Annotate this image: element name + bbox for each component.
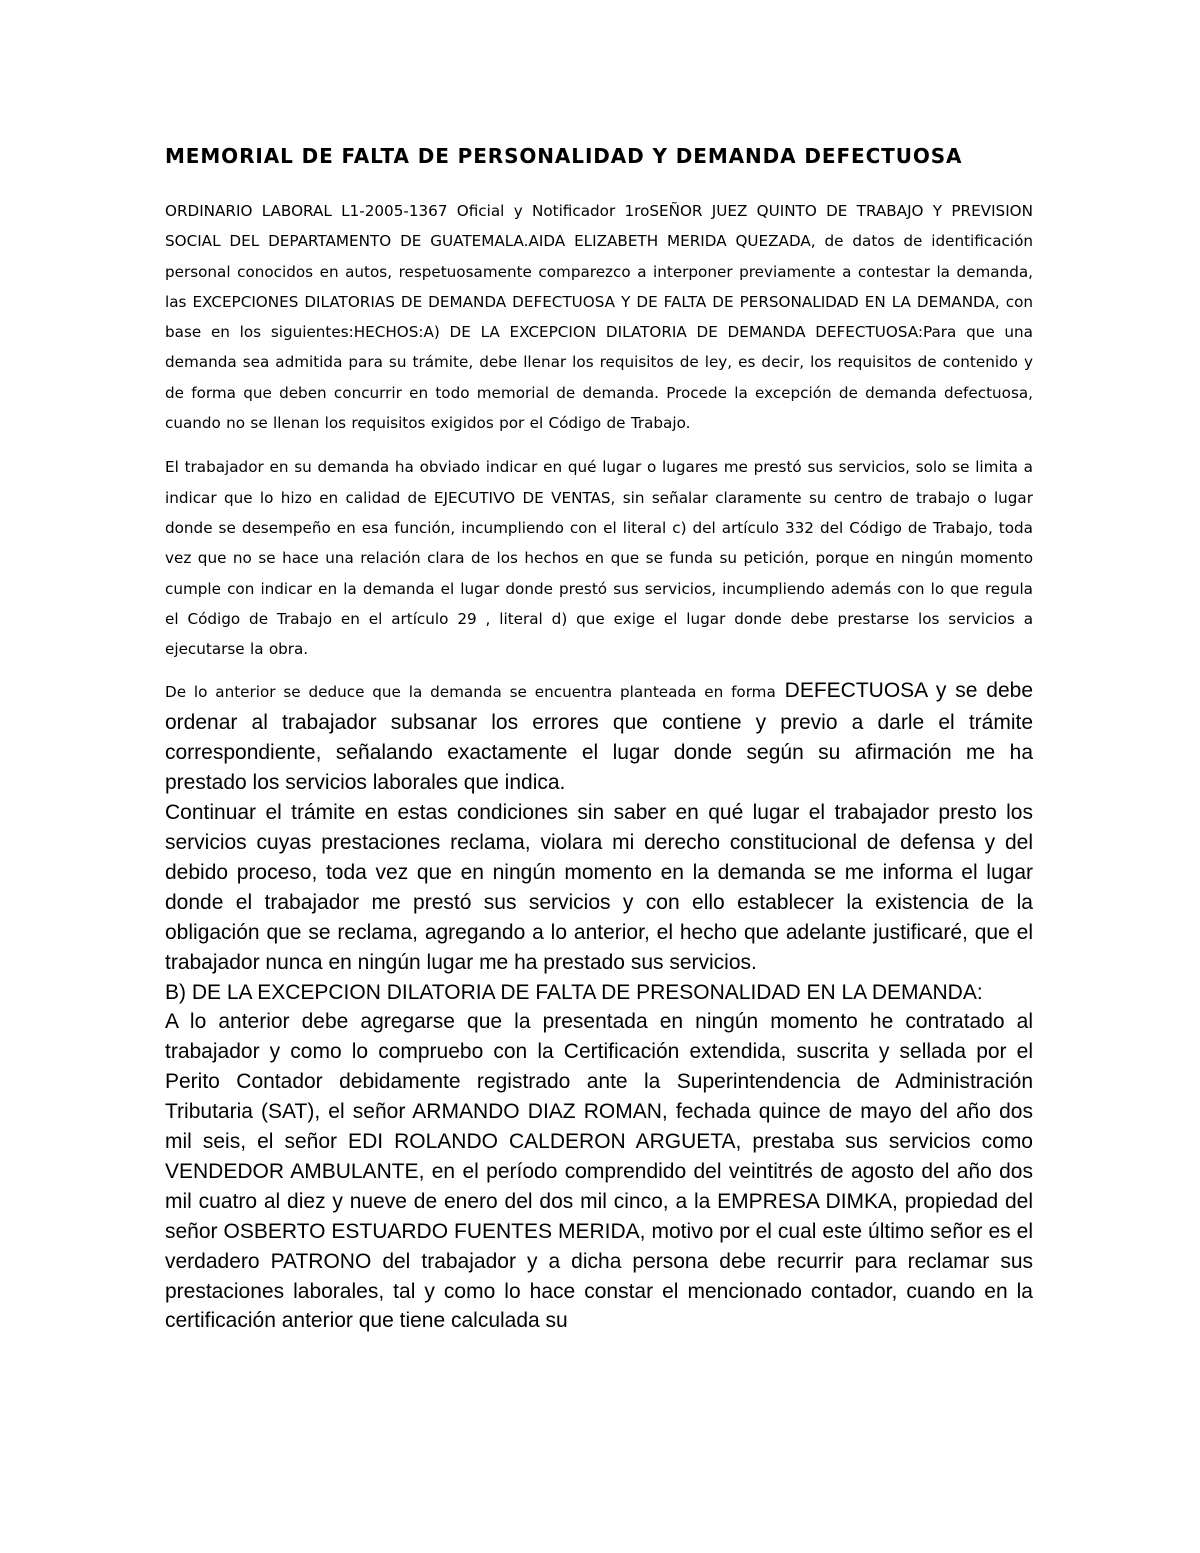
paragraph-continuation: Continuar el trámite en estas condiciones sin saber en qué lugar el trabajador presto los servicios cuyas prestaciones reclama, violara mi derecho constitucional de defensa y del debido proceso, toda vez que en ningún momento en la demanda se me informa el lugar donde el trabajador me prestó sus servicios y con ello establecer la existencia de la obligación que se reclama, agregando a lo anterior, el hecho que adelante justificaré, que el trabajador nunca en ningún lugar me ha prestado sus servicios. bbox=[165, 801, 1033, 974]
document-title: MEMORIAL DE FALTA DE PERSONALIDAD Y DEMANDA DEFECTUOSA bbox=[165, 144, 963, 168]
paragraph-conclusion bbox=[165, 676, 1033, 1336]
paragraph-intro: ORDINARIO LABORAL L1-2005-1367 Oficial y Notificador 1roSEÑOR JUEZ QUINTO DE TRABAJO Y PREVISION SOCIAL DEL DEPARTAMENTO DE GUATEMALA.AIDA ELIZABETH MERIDA QUEZADA, de datos de identificación personal conocidos en autos, respetuosamente comparezco a interponer previamente a contestar la demanda, las EXCEPCIONES DILATORIAS DE DEMANDA DEFECTUOSA Y DE FALTA DE PERSONALIDAD EN LA DEMANDA, con base en los siguientes:HECHOS:A) DE LA EXCEPCION DILATORIA DE DEMANDA DEFECTUOSA:Para que una demanda sea admitida para su trámite, debe llenar los requisitos de ley, es decir, los requisitos de contenido y de forma que deben concurrir en todo memorial de demanda. Procede la excepción de demanda defectuosa, cuando no se llenan los requisitos exigidos por el Código de Trabajo. bbox=[165, 202, 1033, 433]
paragraph-certification: A lo anterior debe agregarse que la presentada en ningún momento he contratado al trabajador y como lo compruebo con la Certificación extendida, suscrita y sellada por el Perito Contador debidamente registrado ante la Superintendencia de Administración Tributaria (SAT), el señor ARMANDO DIAZ ROMAN, fechada quince de mayo del año dos mil seis, el señor EDI ROLANDO CALDERON ARGUETA, prestaba sus servicios como VENDEDOR AMBULANTE, en el período comprendido del veintitrés de agosto del año dos mil cuatro al diez y nueve de enero del dos mil cinco, a la EMPRESA DIMKA, propiedad del señor OSBERTO ESTUARDO FUENTES MERIDA, motivo por el cual este último señor es el verdadero PATRONO del trabajador y a dicha persona debe recurrir para reclamar sus prestaciones laborales, tal y como lo hace constar el mencionado contador, cuando en la certificación anterior que tiene calculada su bbox=[165, 1010, 1033, 1333]
paragraph-conclusion-lead: De lo anterior se deduce que la demanda se encuentra planteada en forma bbox=[165, 683, 776, 702]
document-body bbox=[165, 142, 1033, 1336]
paragraph-worker-claim: El trabajador en su demanda ha obviado indicar en qué lugar o lugares me prestó sus servicios, solo se limita a indicar que lo hizo en calidad de EJECUTIVO DE VENTAS, sin señalar claramente su centro de trabajo o lugar donde se desempeño en esa función, incumpliendo con el literal c) del artículo 332 del Código de Trabajo, toda vez que no se hace una relación clara de los hechos en que se funda su petición, porque en ningún momento cumple con indicar en la demanda el lugar donde prestó sus servicios, incumpliendo además con lo que regula el Código de Trabajo en el artículo 29 , literal d) que exige el lugar donde debe prestarse los servicios a ejecutarse la obra. bbox=[165, 458, 1033, 659]
section-heading-b: B) DE LA EXCEPCION DILATORIA DE FALTA DE PRESONALIDAD EN LA DEMANDA: bbox=[165, 980, 983, 1004]
paragraph-conclusion-rest: DEFECTUOSA y se debe ordenar al trabajador subsanar los errores que contiene y previo a darle el trámite correspondiente, señalando exactamente el lugar donde según su afirmación me ha prestado los servicios laborales que indica. bbox=[165, 679, 1034, 795]
